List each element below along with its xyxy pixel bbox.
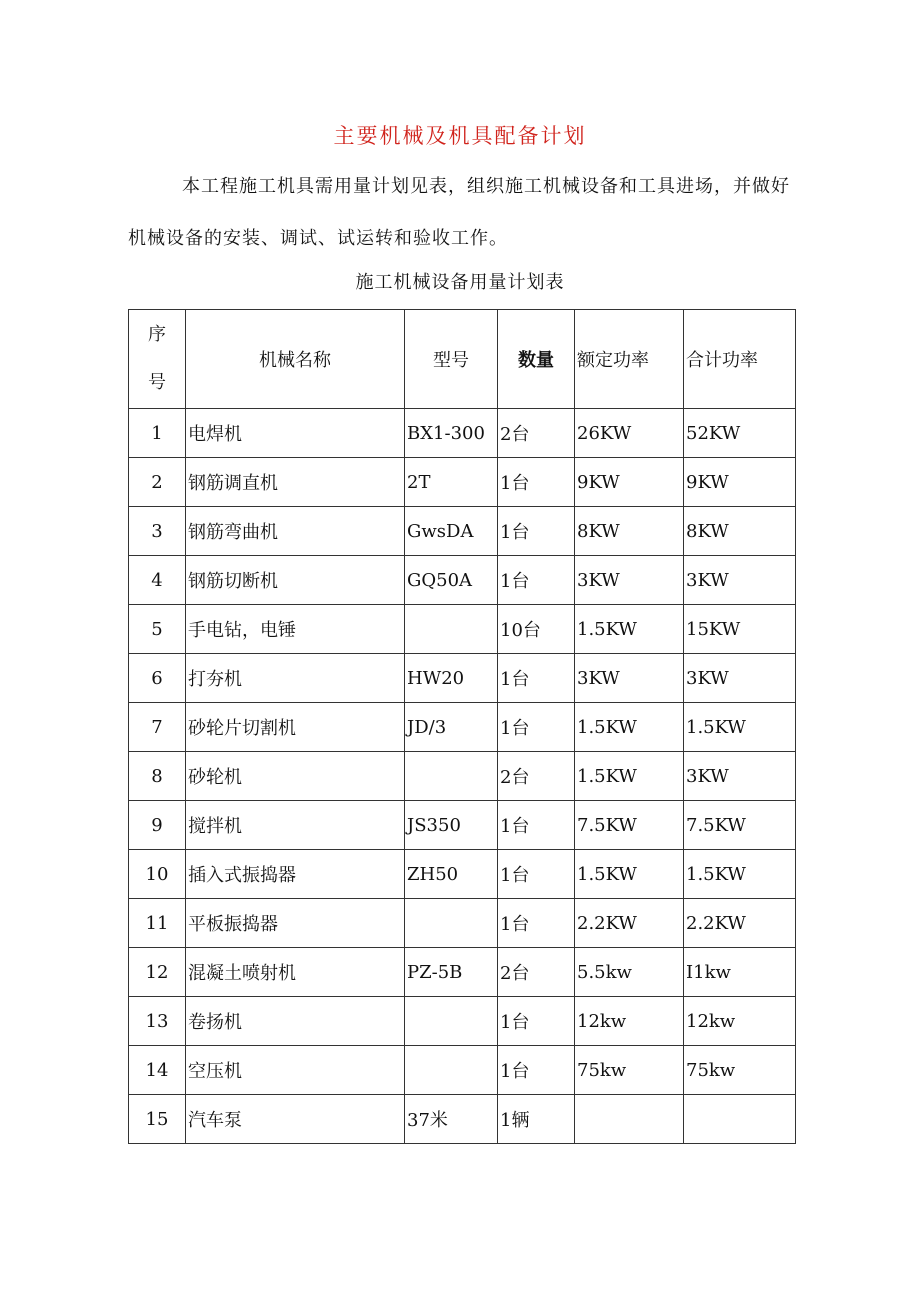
cell-no: 7: [129, 703, 186, 752]
header-total-power: 合计功率: [684, 310, 796, 409]
cell-model: HW20: [405, 654, 498, 703]
cell-name: 插入式振捣器: [186, 850, 405, 899]
table-row: [129, 997, 796, 1046]
table-caption: 施工机械设备用量计划表: [355, 272, 565, 293]
cell-rated-power: 1.5KW: [575, 752, 684, 801]
cell-model: [405, 752, 498, 801]
table-header-row: [129, 310, 796, 409]
cell-qty: 1台: [498, 703, 575, 752]
cell-qty: 2台: [498, 948, 575, 997]
table-row: [129, 801, 796, 850]
cell-total-power: 1.5KW: [684, 850, 796, 899]
cell-total-power: 75kw: [684, 1046, 796, 1095]
cell-rated-power: 9KW: [575, 458, 684, 507]
cell-name: 钢筋调直机: [186, 458, 405, 507]
table-row: [129, 556, 796, 605]
table-row: [129, 948, 796, 997]
cell-model: 2T: [405, 458, 498, 507]
cell-rated-power: 26KW: [575, 409, 684, 458]
cell-total-power: 1.5KW: [684, 703, 796, 752]
table-row: [129, 654, 796, 703]
cell-name: 手电钻，电锤: [186, 605, 405, 654]
cell-name: 打夯机: [186, 654, 405, 703]
cell-model: [405, 899, 498, 948]
cell-rated-power: 3KW: [575, 556, 684, 605]
cell-qty: 1台: [498, 458, 575, 507]
document-title: 主要机械及机具配备计划: [333, 124, 587, 148]
cell-total-power: 15KW: [684, 605, 796, 654]
cell-model: BX1-300: [405, 409, 498, 458]
cell-name: 卷扬机: [186, 997, 405, 1046]
cell-model: JS350: [405, 801, 498, 850]
cell-qty: 10台: [498, 605, 575, 654]
cell-qty: 1台: [498, 997, 575, 1046]
intro-text: 本工程施工机具需用量计划见表，组织施工机械设备和工具进场，并做好机械设备的安装、调试、试运转和验收工作。: [128, 176, 790, 249]
header-rated-power: 额定功率: [575, 310, 684, 409]
cell-no: 1: [129, 409, 186, 458]
cell-total-power: 3KW: [684, 556, 796, 605]
cell-rated-power: 8KW: [575, 507, 684, 556]
cell-qty: 1台: [498, 1046, 575, 1095]
cell-no: 9: [129, 801, 186, 850]
header-qty: 数量: [498, 310, 575, 409]
cell-rated-power: 12kw: [575, 997, 684, 1046]
cell-qty: 1辆: [498, 1095, 575, 1144]
cell-model: ZH50: [405, 850, 498, 899]
cell-name: 砂轮片切割机: [186, 703, 405, 752]
cell-no: 6: [129, 654, 186, 703]
cell-model: [405, 605, 498, 654]
table-row: [129, 507, 796, 556]
cell-total-power: 52KW: [684, 409, 796, 458]
cell-no: 3: [129, 507, 186, 556]
cell-model: GQ50A: [405, 556, 498, 605]
cell-name: 空压机: [186, 1046, 405, 1095]
cell-rated-power: 2.2KW: [575, 899, 684, 948]
table-body: [129, 409, 796, 1144]
table-row: [129, 1095, 796, 1144]
header-no-line1: 序: [148, 324, 166, 345]
intro-paragraph: [128, 161, 793, 265]
cell-total-power: 12kw: [684, 997, 796, 1046]
cell-name: 钢筋弯曲机: [186, 507, 405, 556]
cell-total-power: 9KW: [684, 458, 796, 507]
cell-no: 5: [129, 605, 186, 654]
cell-model: [405, 997, 498, 1046]
cell-no: 13: [129, 997, 186, 1046]
cell-model: GwsDA: [405, 507, 498, 556]
cell-name: 搅拌机: [186, 801, 405, 850]
equipment-table: [128, 309, 796, 1144]
header-name: 机械名称: [186, 310, 405, 409]
table-row: [129, 703, 796, 752]
cell-name: 混凝土喷射机: [186, 948, 405, 997]
cell-rated-power: 1.5KW: [575, 850, 684, 899]
cell-rated-power: 5.5kw: [575, 948, 684, 997]
cell-no: 4: [129, 556, 186, 605]
cell-no: 2: [129, 458, 186, 507]
cell-no: 15: [129, 1095, 186, 1144]
cell-model: PZ-5B: [405, 948, 498, 997]
table-row: [129, 850, 796, 899]
cell-qty: 1台: [498, 899, 575, 948]
cell-model: JD/3: [405, 703, 498, 752]
cell-total-power: 2.2KW: [684, 899, 796, 948]
cell-no: 11: [129, 899, 186, 948]
header-no: [129, 310, 186, 409]
cell-model: 37米: [405, 1095, 498, 1144]
cell-name: 钢筋切断机: [186, 556, 405, 605]
cell-qty: 1台: [498, 507, 575, 556]
header-no-line2: 号: [148, 372, 166, 393]
cell-total-power: 3KW: [684, 654, 796, 703]
cell-total-power: I1kw: [684, 948, 796, 997]
cell-name: 砂轮机: [186, 752, 405, 801]
cell-total-power: [684, 1095, 796, 1144]
cell-total-power: 3KW: [684, 752, 796, 801]
cell-total-power: 8KW: [684, 507, 796, 556]
cell-no: 10: [129, 850, 186, 899]
cell-name: 电焊机: [186, 409, 405, 458]
cell-rated-power: 1.5KW: [575, 605, 684, 654]
cell-qty: 1台: [498, 654, 575, 703]
cell-rated-power: [575, 1095, 684, 1144]
table-row: [129, 605, 796, 654]
cell-rated-power: 1.5KW: [575, 703, 684, 752]
cell-total-power: 7.5KW: [684, 801, 796, 850]
cell-qty: 1台: [498, 850, 575, 899]
table-row: [129, 899, 796, 948]
cell-qty: 1台: [498, 801, 575, 850]
cell-no: 14: [129, 1046, 186, 1095]
table-row: [129, 409, 796, 458]
cell-model: [405, 1046, 498, 1095]
cell-rated-power: 3KW: [575, 654, 684, 703]
cell-no: 8: [129, 752, 186, 801]
table-row: [129, 458, 796, 507]
cell-name: 平板振捣器: [186, 899, 405, 948]
cell-rated-power: 75kw: [575, 1046, 684, 1095]
cell-qty: 2台: [498, 409, 575, 458]
cell-rated-power: 7.5KW: [575, 801, 684, 850]
cell-qty: 1台: [498, 556, 575, 605]
header-model: 型号: [405, 310, 498, 409]
cell-qty: 2台: [498, 752, 575, 801]
cell-name: 汽车泵: [186, 1095, 405, 1144]
table-row: [129, 752, 796, 801]
cell-no: 12: [129, 948, 186, 997]
table-row: [129, 1046, 796, 1095]
